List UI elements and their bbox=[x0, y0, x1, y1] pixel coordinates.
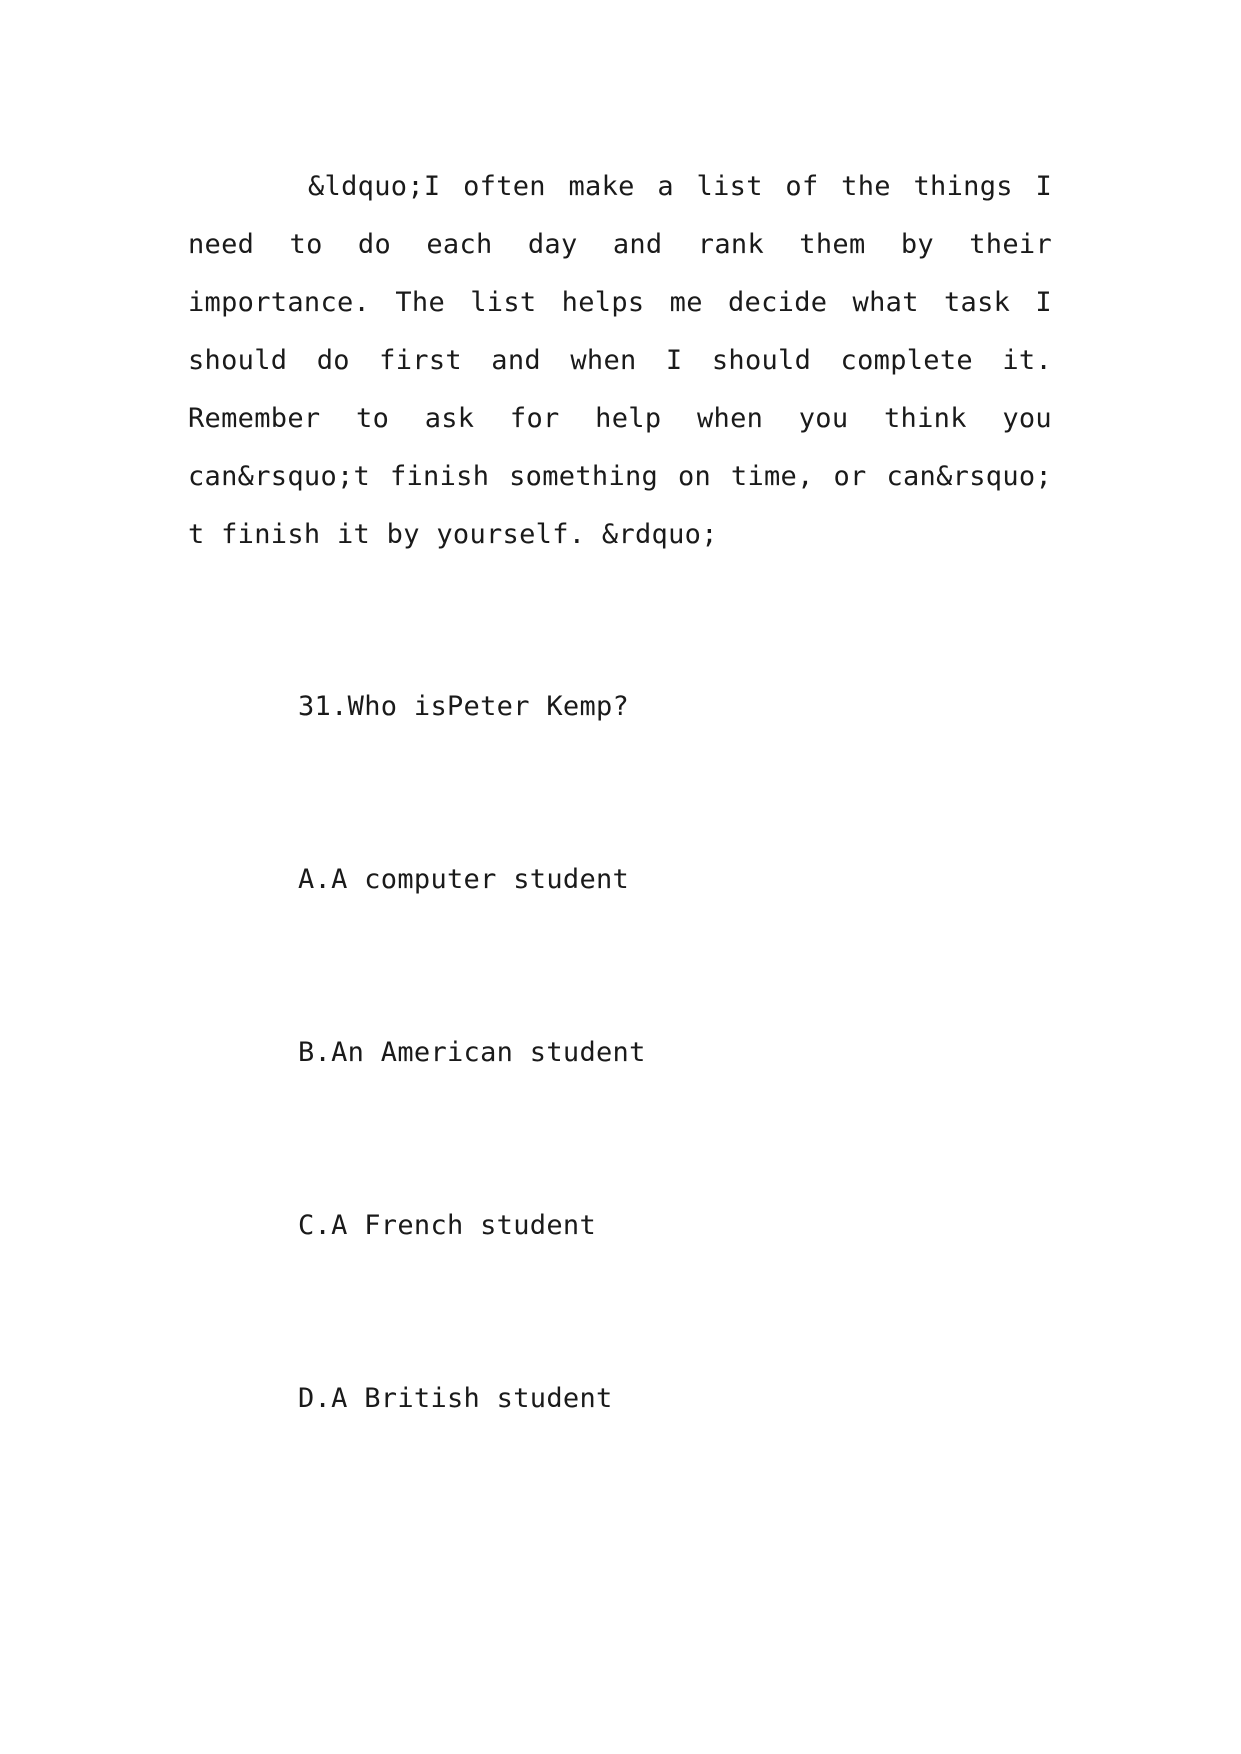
question-stem: 31.Who isPeter Kemp? bbox=[298, 691, 630, 722]
passage-line: can&rsquo;t finish something on time, or can&rsquo; bbox=[188, 461, 1052, 492]
passage-line: importance. The list helps me decide what task I bbox=[188, 287, 1052, 318]
passage-line: &ldquo;I often make a list of the things I bbox=[308, 171, 1052, 202]
passage-line: should do first and when I should complete it. bbox=[188, 345, 1052, 376]
option-c: C.A French student bbox=[298, 1210, 596, 1241]
passage-line: need to do each day and rank them by their bbox=[188, 229, 1052, 260]
option-d: D.A British student bbox=[298, 1383, 613, 1414]
option-a: A.A computer student bbox=[298, 864, 630, 895]
option-b: B.An American student bbox=[298, 1037, 646, 1068]
passage-line: t finish it by yourself. &rdquo; bbox=[188, 519, 718, 550]
passage-line: Remember to ask for help when you think you bbox=[188, 403, 1052, 434]
passage-paragraph bbox=[188, 158, 1052, 564]
